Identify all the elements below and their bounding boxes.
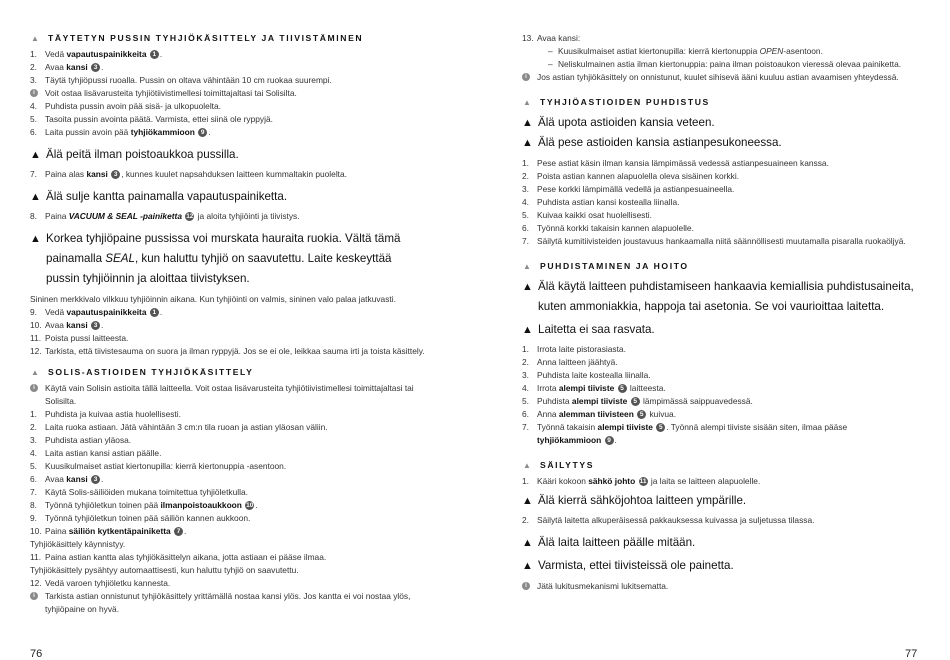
- part-number-badge: 7: [174, 527, 183, 536]
- list-item: 1. Puhdista ja kuivaa astia huolellisesti.: [30, 409, 181, 419]
- list-item: 5. Tasoita pussin avointa päätä. Varmista, ettei siinä ole ryppyjä.: [30, 114, 273, 124]
- part-number-badge: 3: [91, 63, 100, 72]
- step-number: 4.: [30, 101, 37, 111]
- list-item: 7. Paina alas kansi 3 , kunnes kuulet napsahduksen laitteen kummaltakin puolelta.: [30, 169, 347, 179]
- note-text: Tyhjiökäsittely käynnistyy.: [30, 539, 126, 549]
- part-number-badge: 3: [91, 475, 100, 484]
- warning: ▲ Älä kierrä sähköjohtoa laitteen ympärille.: [522, 491, 922, 511]
- step-number: 3.: [30, 75, 37, 85]
- step-list: [522, 343, 922, 421]
- list-item: 4. Laita astian kansi astian päälle.: [30, 448, 162, 458]
- step-number: 6.: [522, 223, 529, 233]
- step-number: 6.: [30, 127, 37, 137]
- step-number: 3.: [30, 435, 37, 445]
- step-number: 8.: [30, 500, 37, 510]
- triangle-icon: ▲: [523, 262, 531, 271]
- step-list: [522, 421, 922, 434]
- warning-icon: ▲: [522, 324, 533, 336]
- warning-text: Korkea tyhjiöpaine pussissa voi murskata hauraita ruokia. Vältä tämä painamalla SEAL, kun haluttu tyhjiö on saavutettu. Laite keskeyttää pussin tyhjiöinnin ja aloittaa tiivistyksen.: [46, 232, 401, 285]
- step-number: 5.: [30, 114, 37, 124]
- list-item: 3. Puhdista astian yläosa.: [30, 435, 132, 445]
- list-item: 10. Paina säiliön kytkentäpainiketta 7 .: [30, 526, 187, 536]
- step-number: 7.: [30, 487, 37, 497]
- part-number-badge: 10: [246, 502, 254, 510]
- warning: ▲ Älä sulje kantta painamalla vapautuspainiketta.: [30, 187, 425, 207]
- list-item: i Voit ostaa lisävarusteita tyhjiötiivistimellesi toimittajaltasi tai Solisilta.: [30, 87, 425, 100]
- step-list: [522, 475, 922, 488]
- step-number: 11.: [30, 333, 42, 343]
- info-icon: i: [30, 89, 38, 97]
- step-number: 9.: [30, 307, 37, 317]
- triangle-icon: ▲: [523, 461, 531, 470]
- list-item: 1. Vedä vapautuspainikkeita 1 .: [30, 49, 163, 59]
- step-number: 11.: [30, 552, 42, 562]
- list-item: 11. Poista pussi laitteesta.: [30, 333, 129, 343]
- list-item: 11. Paina astian kantta alas tyhjiökäsittelyn aikana, jotta astiaan ei pääse ilmaa.: [30, 552, 327, 562]
- section-heading: ▲ TÄYTETYN PUSSIN TYHJIÖKÄSITTELY JA TIIVISTÄMINEN: [31, 33, 364, 43]
- triangle-icon: ▲: [523, 98, 531, 107]
- list-item: 7. Käytä Solis-säiliöiden mukana toimitettua tyhjiöletkulla.: [30, 487, 248, 497]
- part-number-badge: 5: [637, 410, 646, 419]
- step-number: 7.: [30, 169, 37, 179]
- step-number: 4.: [522, 197, 529, 207]
- step-number: 4.: [30, 448, 37, 458]
- warning-icon: ▲: [522, 560, 533, 572]
- step-number: 5.: [522, 210, 529, 220]
- part-number-badge: 9: [605, 436, 614, 445]
- list-item: 2. Avaa kansi 3 .: [30, 62, 104, 72]
- step-number: 9.: [30, 513, 37, 523]
- step-number: 2.: [30, 62, 37, 72]
- warning: ▲ Laitetta ei saa rasvata.: [522, 320, 922, 340]
- warning-icon: ▲: [522, 537, 533, 549]
- step-list: [522, 32, 922, 45]
- step-number: 2.: [522, 357, 529, 367]
- list-item: 4. Puhdista pussin avoin pää sisä- ja ulkopuolelta.: [30, 101, 221, 111]
- list-item: 4. Irrota alempi tiiviste 5 laitteesta.: [522, 383, 666, 393]
- list-item: 12. Tarkista, että tiivistesauma on suora ja ilman ryppyjä. Jos se ei ole, leikkaa sauma irti ja toista käsittely.: [30, 346, 425, 356]
- part-number-badge: 5: [656, 423, 665, 432]
- part-number-badge: 11: [639, 478, 647, 486]
- step-number: 12.: [30, 346, 42, 356]
- list-item: 7. Työnnä takaisin alempi tiiviste 5 . Työnnä alempi tiiviste sisään siten, ilmaa pääse: [522, 422, 848, 432]
- warning: ▲ Älä peitä ilman poistoaukkoa pussilla.: [30, 145, 425, 165]
- list-item: 6. Työnnä korkki takaisin kannen alapuolelle.: [522, 223, 694, 233]
- warning-icon: ▲: [30, 233, 41, 245]
- triangle-icon: ▲: [31, 368, 39, 377]
- dash-item: – Kuusikulmaiset astiat kiertonupilla: kierrä kiertonuppia OPEN-asentoon.: [548, 46, 823, 56]
- part-number-badge: 12: [186, 213, 194, 221]
- step-number: 10.: [30, 320, 42, 330]
- step-number: 1.: [522, 344, 529, 354]
- step-list: [30, 306, 425, 358]
- part-number-badge: 3: [91, 321, 100, 330]
- step-continuation: tyhjiökammioon 9 .: [537, 435, 617, 445]
- note-text: Sininen merkkivalo vilkkuu tyhjiöinnin aikana. Kun tyhjiöinti on valmis, sininen valo palaa jatkuvasti.: [30, 294, 396, 304]
- list-item: 1. Pese astiat käsin ilman kansia lämpimässä vedessä astianpesuaineen kanssa.: [522, 158, 829, 168]
- step-number: 6.: [522, 409, 529, 419]
- step-number: 5.: [522, 396, 529, 406]
- step-number: 2.: [30, 422, 37, 432]
- list-item: 5. Puhdista alempi tiiviste 5 lämpimässä saippuavedessä.: [522, 396, 753, 406]
- part-number-badge: 1: [150, 308, 159, 317]
- warning: [30, 229, 425, 289]
- list-item: 8. Paina VACUUM & SEAL -painiketta 12 ja aloita tyhjiöinti ja tiivistys.: [30, 211, 300, 221]
- list-item: 2. Poista astian kannen alapuolella oleva sisäinen korkki.: [522, 171, 740, 181]
- list-item: 7. Säilytä kumitiivisteiden joustavuus hankaamalla niitä säännöllisesti muutamalla pisaralla ruokaöljyä.: [522, 236, 906, 246]
- list-item: 3. Täytä tyhjiöpussi ruoalla. Pussin on oltava vähintään 10 cm ruokaa suurempi.: [30, 75, 332, 85]
- list-item: 5. Kuivaa kaikki osat huolellisesti.: [522, 210, 652, 220]
- step-number: 7.: [522, 236, 529, 246]
- step-number: 1.: [522, 158, 529, 168]
- step-list: [522, 514, 922, 527]
- warning: ▲ Älä upota astioiden kansia veteen.: [522, 113, 922, 133]
- info-line: i Jätä lukitusmekanismi lukitsematta.: [522, 580, 922, 593]
- step-list: [30, 168, 425, 181]
- info-icon: i: [30, 384, 38, 392]
- warning-icon: ▲: [30, 191, 41, 203]
- warning-icon: ▲: [522, 281, 533, 293]
- warning: ▲ Varmista, ettei tiivisteissä ole painetta.: [522, 556, 922, 576]
- warning: ▲ Älä käytä laitteen puhdistamiseen hankaavia kemiallisia puhdistusaineita, kuten ammoniakkia, happoja tai asetonia. Se voi vaurioittaa laitetta.: [522, 277, 922, 317]
- warning-icon: ▲: [522, 495, 533, 507]
- list-item: 12. Vedä varoen tyhjiöletku kannesta.: [30, 578, 171, 588]
- warning: ▲ Älä pese astioiden kansia astianpesukoneessa.: [522, 133, 922, 153]
- step-number: 12.: [30, 578, 42, 588]
- list-item: 3. Pese korkki lämpimällä vedellä ja astianpesuaineella.: [522, 184, 735, 194]
- triangle-icon: ▲: [31, 34, 39, 43]
- info-line: i Tarkista astian onnistunut tyhjiökäsittely yrittämällä nostaa kansi ylös. Jos kantta ei voi nostaa ylös,: [30, 590, 425, 603]
- part-number-badge: 3: [111, 170, 120, 179]
- page-number: 77: [905, 648, 918, 660]
- list-item: 8. Työnnä tyhjiöletkun toinen pää ilmanpoistoaukkoon 10 .: [30, 500, 258, 510]
- list-item: 3. Puhdista laite kostealla liinalla.: [522, 370, 651, 380]
- part-number-badge: 9: [198, 128, 207, 137]
- step-list: [30, 48, 425, 139]
- step-number: 2.: [522, 515, 529, 525]
- list-item: 6. Laita pussin avoin pää tyhjiökammioon 9 .: [30, 127, 211, 137]
- list-item: 9. Työnnä tyhjiöletkun toinen pää säiliön kannen aukkoon.: [30, 513, 251, 523]
- list-item: 4. Puhdista astian kansi kostealla liinalla.: [522, 197, 680, 207]
- step-number: 4.: [522, 383, 529, 393]
- step-number: 1.: [30, 409, 37, 419]
- step-number: 7.: [522, 422, 529, 432]
- step-number: 13.: [522, 33, 534, 43]
- step-list: [522, 157, 922, 248]
- info-icon: i: [30, 592, 38, 600]
- list-item: 1. Irrota laite pistorasiasta.: [522, 344, 626, 354]
- step-number: 2.: [522, 171, 529, 181]
- page-number: 76: [30, 648, 43, 660]
- step-list: [30, 408, 425, 538]
- list-item: 5. Kuusikulmaiset astiat kiertonupilla: kierrä kiertonuppia -asentoon.: [30, 461, 287, 471]
- info-line: i Käytä vain Solisin astioita tällä laitteella. Voit ostaa lisävarusteita tyhjiötiivistimellesi toimittajaltasi tai: [30, 382, 425, 395]
- list-item: 13. Avaa kansi:: [522, 33, 581, 43]
- part-number-badge: 5: [631, 397, 640, 406]
- step-number: 3.: [522, 370, 529, 380]
- step-number: 3.: [522, 184, 529, 194]
- step-number: 5.: [30, 461, 37, 471]
- list-item: 2. Laita ruoka astiaan. Jätä vähintään 3 cm:n tila ruoan ja astian yläosan väliin.: [30, 422, 328, 432]
- note-text: Tyhjiökäsittely pysähtyy automaattisesti, kun haluttu tyhjiö on saavutettu.: [30, 565, 299, 575]
- list-item: 1. Kääri kokoon sähkö johto 11 ja laita se laitteen alapuolelle.: [522, 476, 761, 486]
- section-heading: ▲ PUHDISTAMINEN JA HOITO: [523, 261, 689, 271]
- section-heading: ▲ SÄILYTYS: [523, 460, 595, 470]
- step-list: [30, 577, 425, 590]
- step-number: 8.: [30, 211, 37, 221]
- list-item: 6. Avaa kansi 3 .: [30, 474, 104, 484]
- list-item: 6. Anna alemman tiivisteen 5 kuivua.: [522, 409, 677, 419]
- step-list: [30, 210, 425, 223]
- step-number: 6.: [30, 474, 37, 484]
- step-list: [30, 551, 425, 564]
- list-item: 9. Vedä vapautuspainikkeita 1 .: [30, 307, 163, 317]
- list-item: 2. Säilytä laitetta alkuperäisessä pakkauksessa kuivassa ja suljetussa tilassa.: [522, 515, 815, 525]
- info-icon: i: [522, 73, 530, 81]
- right-page: [522, 32, 922, 593]
- step-number: 10.: [30, 526, 42, 536]
- part-number-badge: 1: [150, 50, 159, 59]
- list-item: 10. Avaa kansi 3 .: [30, 320, 104, 330]
- part-number-badge: 5: [618, 384, 627, 393]
- warning-icon: ▲: [30, 149, 41, 161]
- left-page: ▲ TÄYTETYN PUSSIN TYHJIÖKÄSITTELY JA TIIVISTÄMINEN 1. Vedä vapautuspainikkeita 1 . 2. Avaa kansi 3 . 3. Täytä tyhjiöpussi ruoalla. Pussin on oltava vähintään 10 cm ruokaa suurempi. i Voit ostaa lisävarusteita tyhjiötiivistimellesi toimittajaltasi tai Solisilta. 4. Puhdista pussin avoin pää sisä- ja ulkopuolelta. 5. Tasoita pussin avointa päätä. Varmista, ettei siinä ole ryppyjä. 6. Laita pussin avoin pää tyhjiökammioon 9 . ▲ Älä peitä ilman poistoaukkoa pussilla. 7. Paina alas kansi 3 , kunnes kuulet napsahduksen laitteen kummaltakin puolelta. ▲ Älä sulje kantta painamalla vapautuspainiketta. 8. Paina VACUUM & SEAL -painiketta 12 ja aloita tyhjiöinti ja tiivistys. ▲ Korkea tyhjiöpaine pussissa voi murskata hauraita ruokia. Vältä tämä painamalla SEAL, kun haluttu tyhjiö on saavutettu. Laite keskeyttää pussin tyhjiöinnin ja aloittaa tiivistyksen. Sininen merkkivalo vilkkuu tyhjiöinnin aikana. Kun tyhjiöinti on valmis, sininen valo palaa jatkuvasti. 9. Vedä vapautuspainikkeita 1 . 10. Avaa kansi 3 . 11. Poista pussi laitteesta. 12. Tarkista, että tiivistesauma on suora ja ilman ryppyjä. Jos se ei ole, leikkaa sauma irti ja toista käsittely. ▲ SOLIS-ASTIOIDEN TYHJIÖKÄSITTELY i Käytä vain Solisin astioita tällä laitteella. Voit ostaa lisävarusteita tyhjiötiivistimellesi toimittajaltasi tai Solisilta. 1. Puhdista ja kuivaa astia huolellisesti. 2. Laita ruoka astiaan. Jätä vähintään 3 cm:n tila ruoan ja astian yläosan väliin. 3. Puhdista astian yläosa. 4. Laita astian kansi astian päälle. 5. Kuusikulmaiset astiat kiertonupilla: kierrä kiertonuppia -asentoon. 6. Avaa kansi 3 . 7. Käytä Solis-säiliöiden mukana toimitettua tyhjiöletkulla. 8. Työnnä tyhjiöletkun toinen pää ilmanpoistoaukkoon 10 . 9. Työnnä tyhjiöletkun toinen pää säiliön kannen aukkoon. 10. Paina säiliön kytkentäpainiketta 7 . Tyhjiökäsittely käynnistyy. 11. Paina astian kantta alas tyhjiökäsittelyn aikana, jotta astiaan ei pääse ilmaa. Tyhjiökäsittely pysähtyy automaattisesti, kun haluttu tyhjiö on saavutettu. 12. Vedä varoen tyhjiöletku kannesta. i Tarkista astian onnistunut tyhjiökäsittely yrittämällä nostaa kansi ylös. Jos kantta ei voi nostaa ylös, tyhjiöpaine on hyvä.: [30, 33, 425, 614]
- info-line: i Jos astian tyhjiökäsittely on onnistunut, kuulet sihisevä ääni kuuluu astian avaamisen yhteydessä.: [522, 71, 922, 84]
- section-heading: ▲ SOLIS-ASTIOIDEN TYHJIÖKÄSITTELY: [31, 367, 254, 377]
- warning-icon: ▲: [522, 117, 533, 129]
- warning-icon: ▲: [522, 137, 533, 149]
- step-number: 1.: [30, 49, 37, 59]
- info-icon: i: [522, 582, 530, 590]
- list-item: 2. Anna laitteen jäähtyä.: [522, 357, 618, 367]
- warning: ▲ Älä laita laitteen päälle mitään.: [522, 533, 922, 553]
- step-number: 1.: [522, 476, 529, 486]
- dash-item: – Neliskulmainen astia ilman kiertonuppia: paina ilman poistoaukon vieressä olevaa painiketta.: [548, 59, 902, 69]
- section-heading: ▲ TYHJIÖASTIOIDEN PUHDISTUS: [523, 97, 710, 107]
